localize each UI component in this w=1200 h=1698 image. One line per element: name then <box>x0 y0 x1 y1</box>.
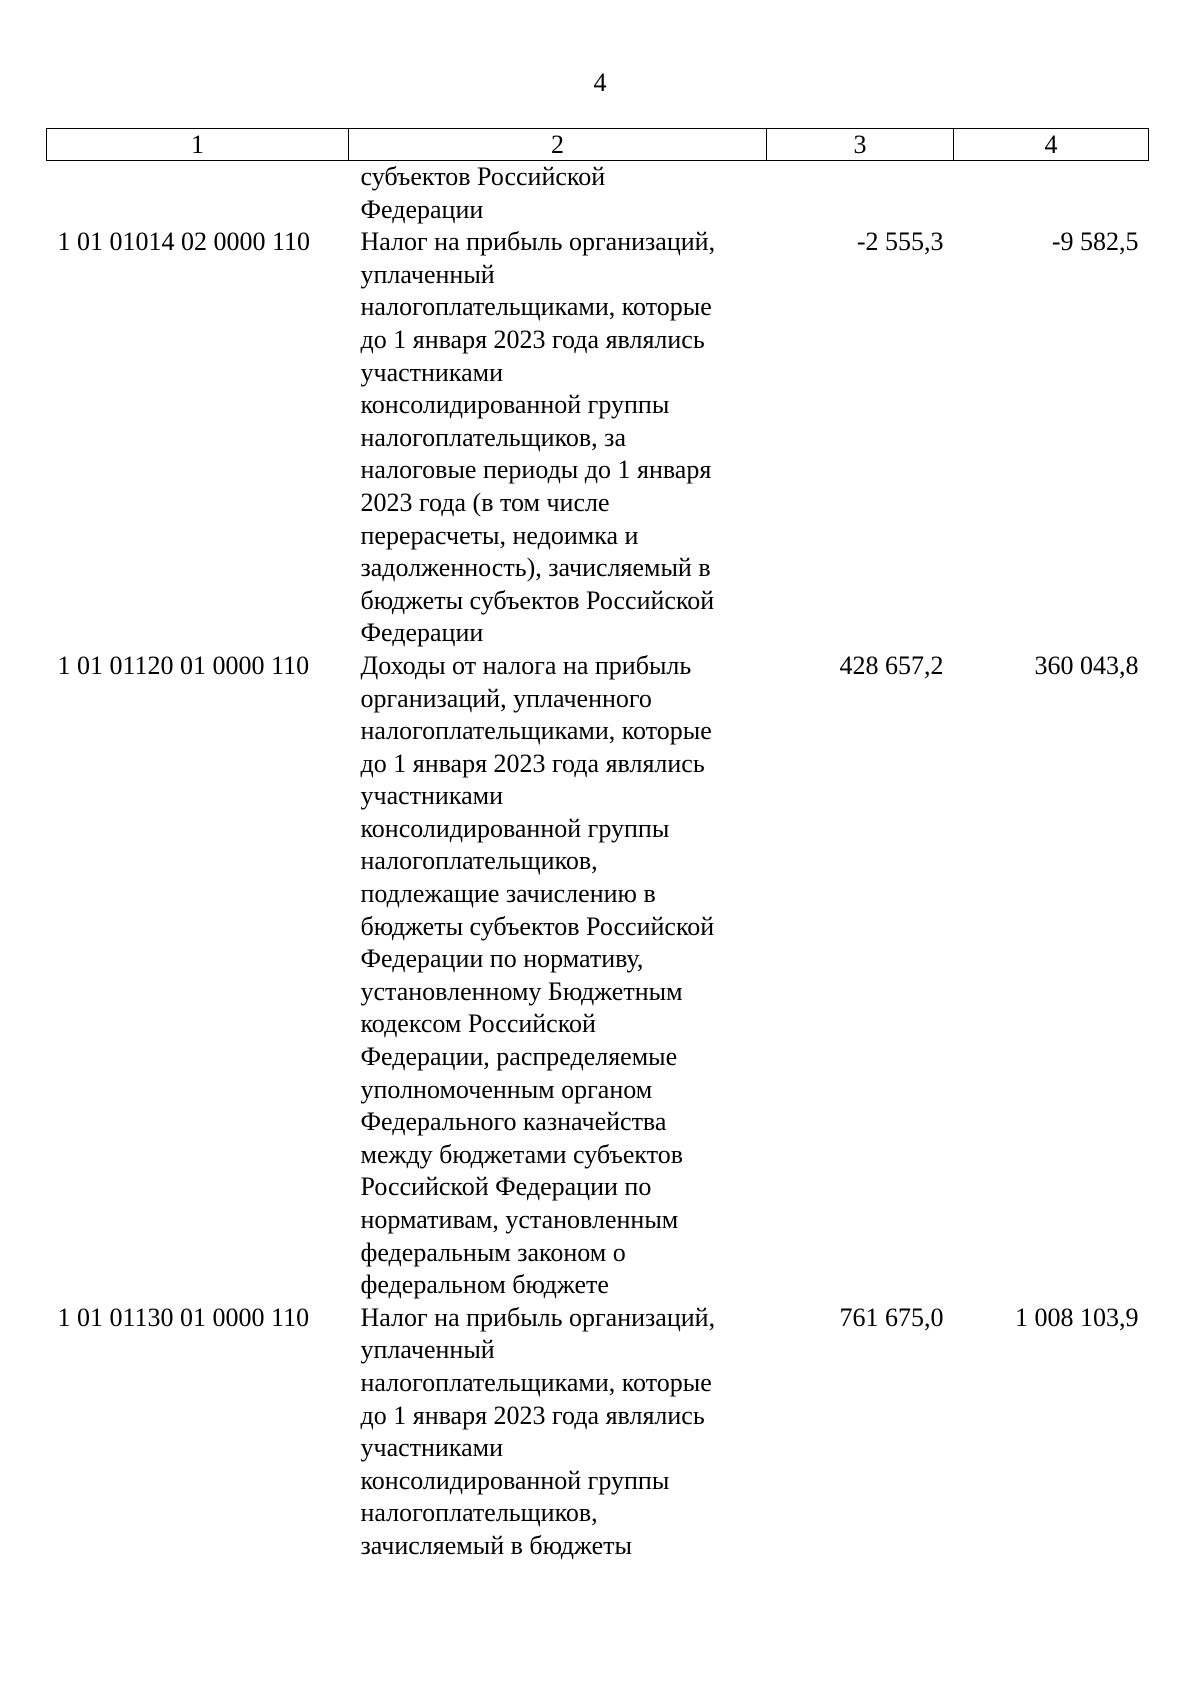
amount-col4-cell <box>954 161 1149 227</box>
revenue-name-cell <box>349 226 767 650</box>
revenue-name-line: участниками <box>360 1433 503 1463</box>
revenue-name-cell <box>349 161 767 227</box>
revenue-name-line: консолидированной группы <box>360 813 670 843</box>
revenue-name-line: зачисляемый в бюджеты <box>360 1530 632 1560</box>
revenue-name-line: Федерального казначейства <box>360 1107 667 1137</box>
revenue-name-line: Российской Федерации по <box>360 1172 652 1202</box>
column-header-4: 4 <box>954 129 1149 161</box>
revenue-name-line: до 1 января 2023 года являлись <box>360 324 705 354</box>
revenue-name-line: уплаченный <box>360 1335 495 1365</box>
revenue-name-line: Федерации, распределяемые <box>360 1042 678 1072</box>
revenue-name-line: Налог на прибыль организаций, <box>360 1302 716 1332</box>
amount-col3-cell: 428 657,2 <box>839 650 944 680</box>
table-row <box>47 226 1149 650</box>
revenue-name-line: консолидированной группы <box>360 390 670 420</box>
revenue-name-cell <box>349 650 767 1302</box>
revenue-name-line: организаций, уплаченного <box>360 683 652 713</box>
revenue-name-line: Федерации <box>360 194 484 224</box>
revenue-code-cell <box>47 161 349 227</box>
revenue-name-line: налогоплательщиками, которые <box>360 1367 712 1397</box>
revenue-name-line: 2023 года (в том числе <box>360 487 610 517</box>
revenue-name-line: налогоплательщиков, за <box>360 422 626 452</box>
revenue-name-line: участниками <box>360 781 503 811</box>
revenue-name-line: консолидированной группы <box>360 1465 670 1495</box>
revenue-name-line: до 1 января 2023 года являлись <box>360 748 705 778</box>
revenue-name-line: уплаченный <box>360 259 495 289</box>
table-row <box>47 161 1149 227</box>
revenue-code-cell: 1 01 01130 01 0000 110 <box>57 1302 310 1332</box>
revenue-name-line: участниками <box>360 357 503 387</box>
amount-col3-cell: 761 675,0 <box>839 1302 944 1332</box>
amount-col4-cell: -9 582,5 <box>1051 227 1139 257</box>
revenue-name-line: подлежащие зачислению в <box>360 879 656 909</box>
column-header-1: 1 <box>47 129 349 161</box>
revenue-name-line: между бюджетами субъектов <box>360 1139 683 1169</box>
budget-table <box>46 128 1149 1563</box>
revenue-name-line: бюджеты субъектов Российской <box>360 911 715 941</box>
revenue-name-line: налогоплательщиков, <box>360 1498 598 1528</box>
revenue-name-line: Доходы от налога на прибыль <box>360 650 692 680</box>
table-row <box>47 1302 1149 1563</box>
amount-col3-cell: -2 555,3 <box>856 227 944 257</box>
revenue-name-line: налоговые периоды до 1 января <box>360 455 712 485</box>
revenue-code-cell: 1 01 01014 02 0000 110 <box>57 227 311 257</box>
revenue-name-line: уполномоченным органом <box>360 1074 653 1104</box>
revenue-name-line: Федерации <box>360 618 484 648</box>
revenue-name-line: до 1 января 2023 года являлись <box>360 1400 705 1430</box>
amount-col4-cell: 360 043,8 <box>1034 650 1139 680</box>
revenue-name-line: федеральным законом о <box>360 1237 626 1267</box>
revenue-name-line: установленному Бюджетным <box>360 976 683 1006</box>
revenue-name-line: Налог на прибыль организаций, <box>360 227 716 257</box>
amount-col4-cell: 1 008 103,9 <box>1015 1302 1139 1332</box>
revenue-name-line: кодексом Российской <box>360 1009 596 1039</box>
revenue-code-cell: 1 01 01120 01 0000 110 <box>57 650 310 680</box>
revenue-name-line: федеральном бюджете <box>360 1270 609 1300</box>
column-header-3: 3 <box>767 129 954 161</box>
revenue-name-cell <box>349 1302 767 1563</box>
revenue-name-line: Федерации по нормативу, <box>360 944 644 974</box>
table-row <box>47 650 1149 1302</box>
revenue-name-line: перерасчеты, недоимка и <box>360 520 639 550</box>
revenue-name-line: нормативам, установленным <box>360 1205 679 1234</box>
column-header-2: 2 <box>349 129 767 161</box>
revenue-name-line: субъектов Российской <box>360 162 606 191</box>
revenue-name-line: налогоплательщиков, <box>360 846 598 876</box>
revenue-name-line: налогоплательщиками, которые <box>360 716 712 746</box>
revenue-name-line: бюджеты субъектов Российской <box>360 585 715 615</box>
revenue-name-line: задолженность), зачисляемый в <box>360 553 711 583</box>
revenue-name-line: налогоплательщиками, которые <box>360 292 712 322</box>
page-number: 4 <box>593 68 607 97</box>
table-header-row <box>47 129 1149 161</box>
amount-col3-cell <box>767 161 954 227</box>
